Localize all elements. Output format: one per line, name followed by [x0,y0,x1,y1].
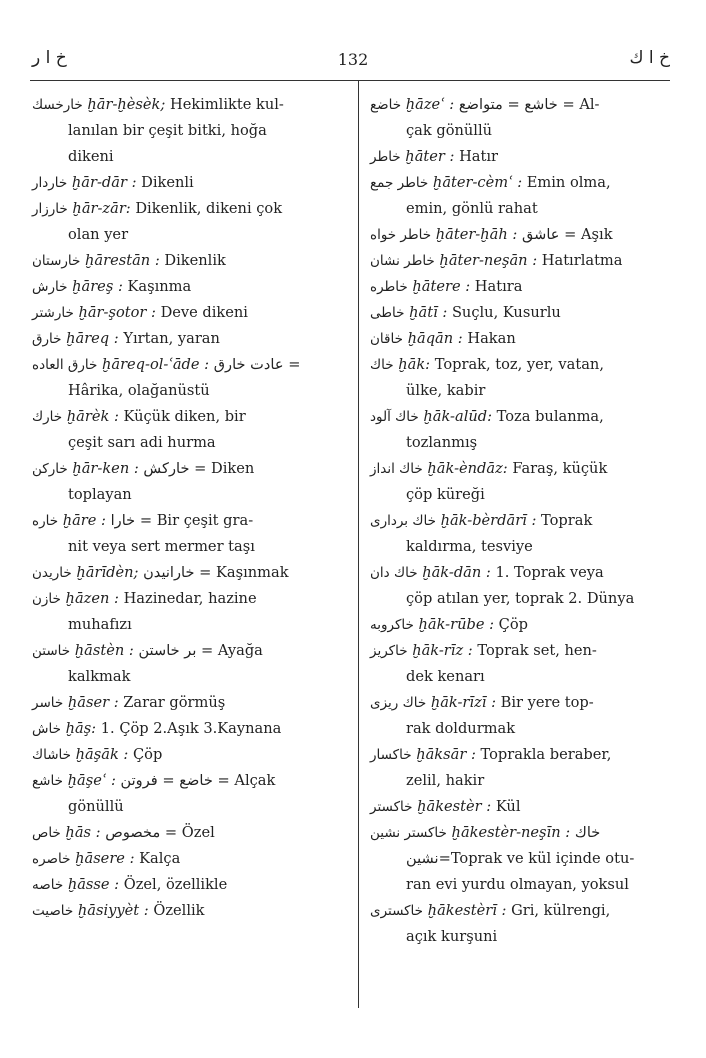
entry-definition-continued: çöp atılan yer, toprak 2. Dünya [406,590,635,607]
dictionary-entry [32,352,348,404]
header-letters-right: خ ا ك [629,48,670,68]
entry-arabic-headword: خارك [32,409,63,425]
entry-transliteration: ḫār-ken : [72,460,139,477]
entry-definition: Kalça [139,850,181,867]
dictionary-entry [370,560,676,612]
entry-definition-continued: çöp küreği [406,486,485,503]
entry-transliteration: ḫātī : [409,304,448,321]
entry-definition: Hakan [467,330,516,347]
entry-definition: Faraş, küçük [512,460,608,477]
entry-arabic-headword: خارزار [32,201,68,217]
entry-definition-continued: ülke, kabir [406,382,486,399]
entry-definition: Toza bulanma, [496,408,604,425]
dictionary-entry [32,92,348,170]
dictionary-entry [32,690,348,716]
entry-definition-continued: toplayan [68,486,132,503]
entry-definition: Özellik [153,902,205,919]
entry-arabic-headword: خاك ريزى [370,695,427,711]
entry-transliteration: ḫāter-cèmʿ : [432,174,523,191]
entry-definition-continued: kaldırma, tesviye [406,538,533,555]
entry-transliteration: ḫākestèrī : [427,902,507,919]
entry-definition: Dikenlik [164,252,226,269]
dictionary-entry [32,586,348,638]
dictionary-entry [370,898,676,950]
entry-definition-continued: ran evi yurdu olmayan, yoksul [406,876,629,893]
dictionary-entry [370,274,676,300]
dictionary-entry [32,456,348,508]
column-divider [358,80,359,1008]
entry-transliteration: ḫāksār : [416,746,476,763]
entry-transliteration: ḫāşāk : [75,746,129,763]
entry-arabic-headword: خاصه [32,877,64,893]
entry-definition-continued: نشين=Toprak ve kül içinde otu- [406,850,635,867]
entry-definition: Toprak [541,512,593,529]
dictionary-entry [32,846,348,872]
entry-transliteration: ḫāşeʿ : [67,772,116,789]
entry-definition: Özel, özellikle [123,876,228,893]
entry-arabic-headword: خاك دان [370,565,418,581]
entry-definition: Dikenli [141,174,194,191]
entry-transliteration: ḫāk: [398,356,431,373]
left-column [32,92,348,924]
entry-definition-continued: olan yer [68,226,129,243]
entry-definition: Yırtan, yaran [123,330,220,347]
entry-transliteration: ḫāk-alūd: [423,408,493,425]
entry-transliteration: ḫāk-bèrdārī : [440,512,537,529]
entry-transliteration: ḫākestèr : [417,798,492,815]
entry-definition-continued: nit veya sert mermer taşı [68,538,255,555]
page-number: 132 [337,50,369,69]
entry-transliteration: ḫāter : [405,148,455,165]
entry-definition-continued: gönüllü [68,798,124,815]
entry-definition: Çöp [133,746,163,763]
entry-arabic-headword: خاك بردارى [370,513,436,529]
dictionary-entry [32,872,348,898]
entry-definition-continued: tozlanmış [406,434,478,451]
dictionary-entry [370,144,676,170]
entry-arabic-headword: خاطر خواه [370,227,432,243]
entry-transliteration: ḫās : [65,824,101,841]
entry-transliteration: ḫāreq-ol-ʿāde : [101,356,210,373]
entry-arabic-headword: خاصيت [32,903,74,919]
dictionary-entry [370,456,676,508]
dictionary-entry [32,300,348,326]
entry-definition: 1. Çöp 2.Aşık 3.Kaynana [100,720,282,737]
dictionary-entry [370,248,676,274]
entry-transliteration: ḫāsse : [67,876,120,893]
entry-arabic-headword: خاشع [32,773,63,789]
entry-transliteration: ḫār-ḫèsèk; [87,96,166,113]
entry-arabic-headword: خاطره [370,279,408,295]
entry-definition: بر خاستن = Ayağa [138,642,263,659]
entry-arabic-headword: خاش [32,721,61,737]
entry-transliteration: ḫāk-rīzī : [430,694,496,711]
entry-transliteration: ḫāter-ḫāh : [435,226,518,243]
entry-arabic-headword: خاك انداز [370,461,423,477]
entry-definition-continued: rak doldurmak [406,720,516,737]
entry-definition: Emin olma, [526,174,611,191]
entry-arabic-headword: خاص [32,825,61,841]
entry-arabic-headword: خاريدن [32,565,72,581]
entry-definition: Gri, külrengi, [511,902,611,919]
entry-definition-continued: emin, gönlü rahat [406,200,538,217]
dictionary-entry [32,638,348,690]
entry-transliteration: ḫāş: [65,720,97,737]
entry-transliteration: ḫāreş : [72,278,123,295]
entry-definition: عاشق = Aşık [521,226,613,243]
dictionary-entry [32,170,348,196]
entry-arabic-headword: خاشاك [32,747,72,763]
page-header [0,48,706,76]
entry-transliteration: ḫār-şotor : [78,304,156,321]
dictionary-entry [32,560,348,586]
entry-definition: خارا = Bir çeşit gra- [110,512,254,529]
entry-arabic-headword: خاستن [32,643,71,659]
entry-transliteration: ḫāk-èndāz: [427,460,508,477]
entry-transliteration: ḫāsere : [75,850,135,867]
entry-definition-continued: çeşit sarı adi hurma [68,434,216,451]
entry-definition: Toprakla beraber, [480,746,612,763]
entry-arabic-headword: خاضع [370,97,402,113]
entry-definition-continued: açık kurşuni [406,928,498,945]
entry-arabic-headword: خاكستر [370,799,413,815]
dictionary-entry [370,508,676,560]
entry-definition: 1. Toprak veya [495,564,604,581]
dictionary-entry [370,326,676,352]
entry-definition: خاضع = فروتن = Alçak [120,772,276,789]
entry-transliteration: ḫāk-rīz : [412,642,473,659]
entry-definition: Bir yere top- [500,694,594,711]
entry-definition-continued: dikeni [68,148,114,165]
entry-transliteration: ḫāter-neşān : [439,252,538,269]
entry-definition-continued: muhafızı [68,616,132,633]
entry-definition: مخصوص = Özel [105,824,215,841]
entry-transliteration: ḫār-zār: [72,200,131,217]
header-letters-left: خ ا ر [32,48,67,68]
dictionary-entry [32,326,348,352]
entry-arabic-headword: خاطر جمع [370,175,429,191]
entry-definition-continued: lanılan bir çeşit bitki, hoğa [68,122,267,139]
entry-definition-continued: Hârika, olağanüstü [68,382,210,399]
dictionary-entry [32,404,348,456]
entry-transliteration: ḫāre : [62,512,106,529]
entry-definition: Kaşınma [127,278,192,295]
entry-transliteration: ḫāreq : [66,330,119,347]
entry-arabic-headword: خاكروبه [370,617,414,633]
entry-arabic-headword: خاطر [370,149,401,165]
entry-transliteration: ḫārèk : [66,408,119,425]
entry-arabic-headword: خاركن [32,461,68,477]
dictionary-entry [370,352,676,404]
entry-arabic-headword: خاكسترى [370,903,424,919]
dictionary-entry [32,742,348,768]
entry-transliteration: ḫākestèr-neşīn : [451,824,571,841]
entry-arabic-headword: خاك [370,357,394,373]
right-column [370,92,676,950]
entry-transliteration: ḫāsiyyèt : [77,902,149,919]
entry-definition: Hatır [459,148,499,165]
entry-arabic-headword: خارق [32,331,62,347]
dictionary-entry [370,820,676,898]
entry-transliteration: ḫāstèn : [74,642,134,659]
entry-arabic-headword: خاكريز [370,643,408,659]
entry-transliteration: ḫāqān : [407,330,463,347]
entry-arabic-headword: خاكستر نشين [370,825,447,841]
entry-transliteration: ḫārestān : [85,252,160,269]
entry-definition: Suçlu, Kusurlu [451,304,561,321]
entry-transliteration: ḫārīdèn; [76,564,139,581]
dictionary-entry [32,716,348,742]
entry-arabic-headword: خاصره [32,851,71,867]
entry-transliteration: ḫāk-dān : [422,564,491,581]
dictionary-entry [370,404,676,456]
dictionary-entry [32,248,348,274]
entry-definition: Hatırlatma [541,252,623,269]
entry-arabic-headword: خاردار [32,175,68,191]
header-rule [30,80,670,81]
entry-definition: خاشع = متواضع = Al- [458,96,600,113]
entry-definition: Toprak set, hen- [477,642,597,659]
entry-definition-continued: zelil, hakir [406,772,485,789]
entry-arabic-headword: خارستان [32,253,81,269]
dictionary-entry [32,898,348,924]
dictionary-entry [370,742,676,794]
entry-arabic-headword: خاطى [370,305,405,321]
entry-definition: عادت خارق = [213,356,301,373]
entry-arabic-headword: خارخسك [32,97,83,113]
dictionary-entry [32,768,348,820]
dictionary-entry [32,508,348,560]
entry-transliteration: ḫāzeʿ : [405,96,455,113]
dictionary-entry [370,170,676,222]
dictionary-entry [32,274,348,300]
entry-definition: Dikenlik, dikeni çok [135,200,283,217]
entry-definition: Çöp [498,616,528,633]
entry-arabic-headword: خازن [32,591,61,607]
dictionary-entry [370,794,676,820]
dictionary-entry [32,820,348,846]
entry-definition: Hekimlikte kul- [169,96,284,113]
entry-arabic-headword: خاك آلود [370,409,419,425]
dictionary-entry [370,612,676,638]
entry-arabic-headword: خاره [32,513,59,529]
dictionary-entry [32,196,348,248]
entry-definition: Toprak, toz, yer, vatan, [434,356,604,373]
entry-definition: Deve dikeni [160,304,248,321]
entry-transliteration: ḫātere : [412,278,471,295]
entry-arabic-headword: خارشتر [32,305,74,321]
dictionary-entry [370,638,676,690]
dictionary-entry [370,222,676,248]
entry-definition: Zarar görmüş [123,694,226,711]
entry-transliteration: ḫāser : [67,694,119,711]
dictionary-entry [370,690,676,742]
entry-definition: خارانيدن = Kaşınmak [143,564,289,581]
entry-definition: Küçük diken, bir [123,408,246,425]
entry-arabic-headword: خاقان [370,331,403,347]
entry-definition: Hazinedar, hazine [123,590,257,607]
entry-arabic-headword: خارش [32,279,68,295]
entry-arabic-headword: خارق العاده [32,357,98,373]
entry-transliteration: ḫāzen : [65,590,119,607]
entry-transliteration: ḫār-dār : [71,174,137,191]
entry-definition: خاركش = Diken [143,460,255,477]
entry-definition: Hatıra [474,278,523,295]
entry-definition: خاك [574,824,601,841]
entry-transliteration: ḫāk-rūbe : [418,616,495,633]
entry-arabic-headword: خاطر نشان [370,253,435,269]
entry-definition-continued: çak gönüllü [406,122,493,139]
entry-definition: Kül [495,798,521,815]
dictionary-entry [370,92,676,144]
dictionary-entry [370,300,676,326]
entry-arabic-headword: خاكسار [370,747,412,763]
entry-arabic-headword: خاسر [32,695,64,711]
entry-definition-continued: dek kenarı [406,668,485,685]
entry-definition-continued: kalkmak [68,668,131,685]
